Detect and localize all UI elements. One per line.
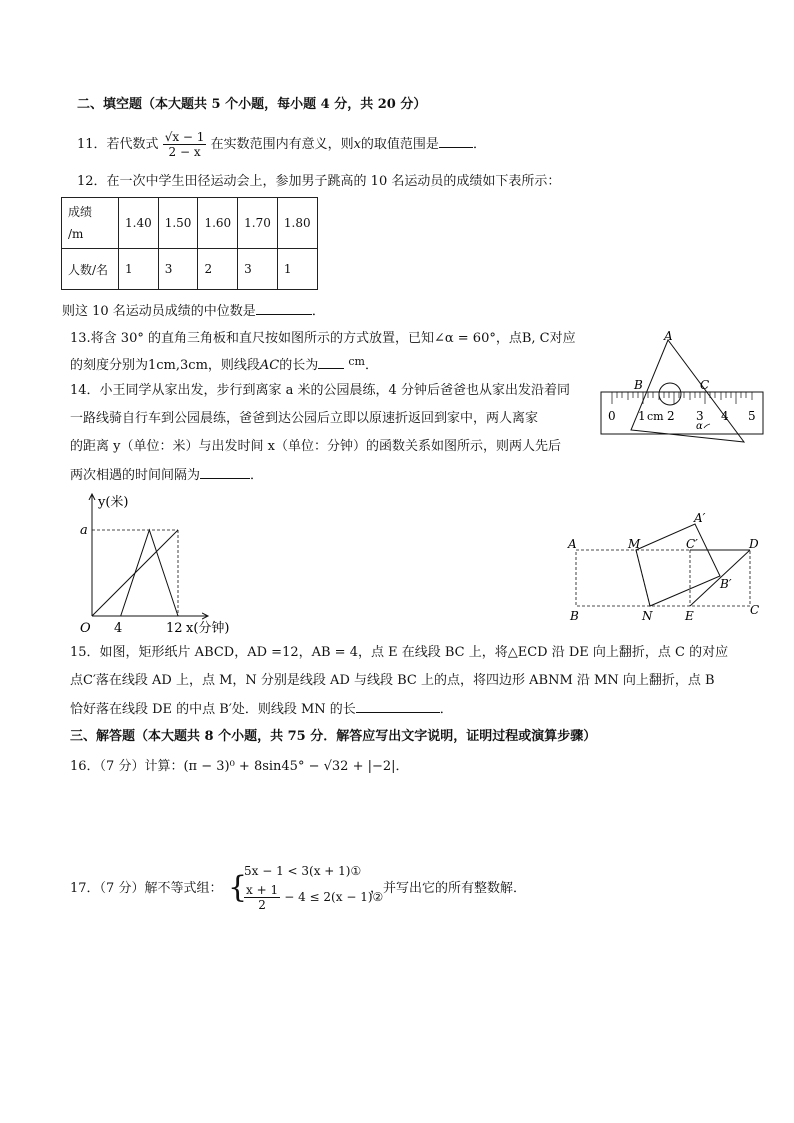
question-16	[70, 758, 409, 776]
label-c-prime: C′	[686, 537, 698, 551]
question-14-line-1: 14．小王同学从家出发，步行到离家 a 米的公园晨练，4 分钟后爸爸也从家出发沿着同	[70, 383, 570, 398]
label-alpha: α	[696, 421, 703, 432]
q11-answer-blank[interactable]	[439, 135, 473, 148]
question-12-text: 12．在一次中学生田径运动会上，参加男子跳高的 10 名运动员的成绩如下表所示：	[77, 174, 561, 189]
question-15-line-1: 15．如图，矩形纸片 ABCD，AD =12，AB = 4，点 E 在线段 BC 上，将△ECD 沿 DE 向上翻折，点 C 的对应	[70, 645, 729, 660]
tick-4: 4	[114, 621, 123, 636]
question-15-line-2: 点C′落在线段 AD 上，点 M，N 分别是线段 AD 与线段 BC 上的点，将四边形 ABNM 沿 MN 向上翻折，点 B	[70, 673, 715, 688]
scale-1: 1	[638, 409, 646, 423]
table-cell: 1.80	[277, 198, 317, 249]
q14-answer-blank[interactable]	[200, 466, 250, 479]
label-n: N	[642, 609, 653, 622]
origin-label: O	[80, 621, 91, 636]
a-label: a	[80, 523, 88, 538]
q12-answer-blank[interactable]	[256, 302, 312, 315]
question-14-line-4	[70, 466, 263, 485]
table-header-score: 成绩 /m	[62, 198, 119, 249]
question-15-line-3	[70, 700, 453, 719]
ruler-ticks	[612, 392, 752, 404]
q15-end: ．	[439, 702, 453, 717]
q17-fraction-numerator: x + 1	[246, 883, 279, 897]
ruler-body	[601, 392, 763, 434]
q11-text-mid: 在实数范围内有意义，则	[210, 137, 354, 152]
label-b-prime: B′	[720, 577, 732, 591]
q11-fraction-numerator: √x − 1	[164, 130, 205, 144]
q17-inequality-2-rest: − 4 ≤ 2(x − 1)②	[284, 890, 384, 904]
y-axis-label: y(米)	[98, 495, 129, 510]
question-14-line-3: 的距离 y（单位：米）与出发时间 x（单位：分钟）的函数关系如图所示，则两人先后	[70, 439, 561, 454]
label-c: C	[750, 603, 760, 617]
table-cell: 1	[119, 249, 159, 290]
question-13-line-2	[70, 356, 378, 375]
table-row	[62, 198, 318, 249]
q17-inequality-2	[244, 883, 383, 912]
q11-number: 11．若代数式	[77, 137, 159, 152]
label-m: M	[628, 537, 641, 551]
series-dad-line	[121, 530, 178, 616]
section-3-title: 三、解答题（本大题共 8 个小题，共 75 分．解答应写出文字说明，证明过程或演算步骤）	[70, 729, 597, 744]
graph-series	[92, 530, 178, 616]
label-b: B	[634, 378, 643, 392]
q17-brace: {	[228, 870, 248, 905]
tick-12: 12	[166, 621, 183, 636]
q13-segment: AC	[259, 358, 280, 373]
q11-fraction	[163, 130, 207, 159]
q12-after-text: 则这 10 名运动员成绩的中位数是	[62, 304, 256, 319]
question-17-label: 17．（7 分）解不等式组：	[70, 881, 223, 896]
q11-var: x	[353, 137, 361, 152]
alpha-arc	[704, 424, 710, 428]
q15-line3-text: 恰好落在线段 DE 的中点 B′处．则线段 MN 的长	[70, 702, 356, 717]
x-axis-label: x(分钟)	[186, 621, 230, 636]
label-b: B	[570, 609, 579, 622]
q13-line2-a: 的刻度分别为1cm,3cm，则线段	[70, 358, 260, 373]
label-e: E	[685, 609, 694, 622]
question-13-line-1: 13.将含 30° 的直角三角板和直尺按如图所示的方式放置，已知∠α = 60°，点B, C对应	[70, 331, 576, 346]
scale-2: 2	[667, 409, 675, 423]
table-cell: 3	[158, 249, 198, 290]
protractor-circle	[659, 383, 681, 405]
q13-unit: cm	[348, 355, 365, 368]
q11-text-end: 的取值范围是	[360, 137, 439, 152]
q14-line4-text: 两次相遇的时间间隔为	[70, 468, 201, 483]
q12-end: ．	[311, 304, 325, 319]
section-2-title: 二、填空题（本大题共 5 个小题，每小题 4 分，共 20 分）	[77, 97, 427, 112]
q17-inequality-1: 5x − 1 < 3(x + 1)①	[244, 864, 362, 878]
label-a: A	[568, 537, 577, 551]
scores-table	[61, 197, 318, 290]
q16-expression: (π − 3)⁰ + 8sin45° − √32 + |−2|．	[183, 759, 409, 774]
rectangle-folding-figure	[566, 508, 766, 622]
table-cell: 1.70	[238, 198, 278, 249]
q15-answer-blank[interactable]	[356, 700, 440, 713]
question-17-tail: ，并写出它的所有整数解．	[370, 881, 527, 896]
ruler-triangle-figure	[596, 328, 776, 448]
question-14-line-2: 一路线骑自行车到公园晨练，爸爸到达公园后立即以原速折返回到家中，两人离家	[70, 411, 539, 426]
question-12-after	[62, 302, 325, 321]
table-cell: 2	[198, 249, 238, 290]
triangle	[631, 340, 744, 442]
table-cell: 3	[238, 249, 278, 290]
table-cell: 1.60	[198, 198, 238, 249]
table-row	[62, 249, 318, 290]
scale-4: 4	[721, 409, 729, 423]
question-11	[77, 130, 486, 160]
scale-5: 5	[748, 409, 756, 423]
scale-3: 3	[696, 409, 704, 423]
label-c: C	[700, 378, 710, 392]
label-d: D	[749, 537, 759, 551]
q13-end: ．	[364, 358, 378, 373]
distance-time-graph	[66, 490, 266, 638]
q17-fraction	[244, 883, 280, 912]
q16-label: 16．（7 分）计算：	[70, 759, 184, 774]
scale-unit: cm	[647, 410, 664, 423]
label-a: A	[664, 329, 673, 343]
table-cell: 1.40	[119, 198, 159, 249]
q14-end: ．	[250, 468, 264, 483]
q17-fraction-denominator: 2	[258, 898, 266, 912]
q11-end: ．	[472, 137, 486, 152]
table-cell: 1	[277, 249, 317, 290]
q13-line2-c: 的长为	[279, 358, 319, 373]
table-cell: 1.50	[158, 198, 198, 249]
folded-quadrilateral	[636, 524, 720, 606]
q11-fraction-denominator: 2 − x	[168, 145, 201, 159]
q13-answer-blank[interactable]	[318, 356, 344, 369]
label-a-prime: A′	[694, 511, 706, 525]
table-header-count: 人数/名	[62, 249, 119, 290]
scale-0: 0	[608, 409, 616, 423]
